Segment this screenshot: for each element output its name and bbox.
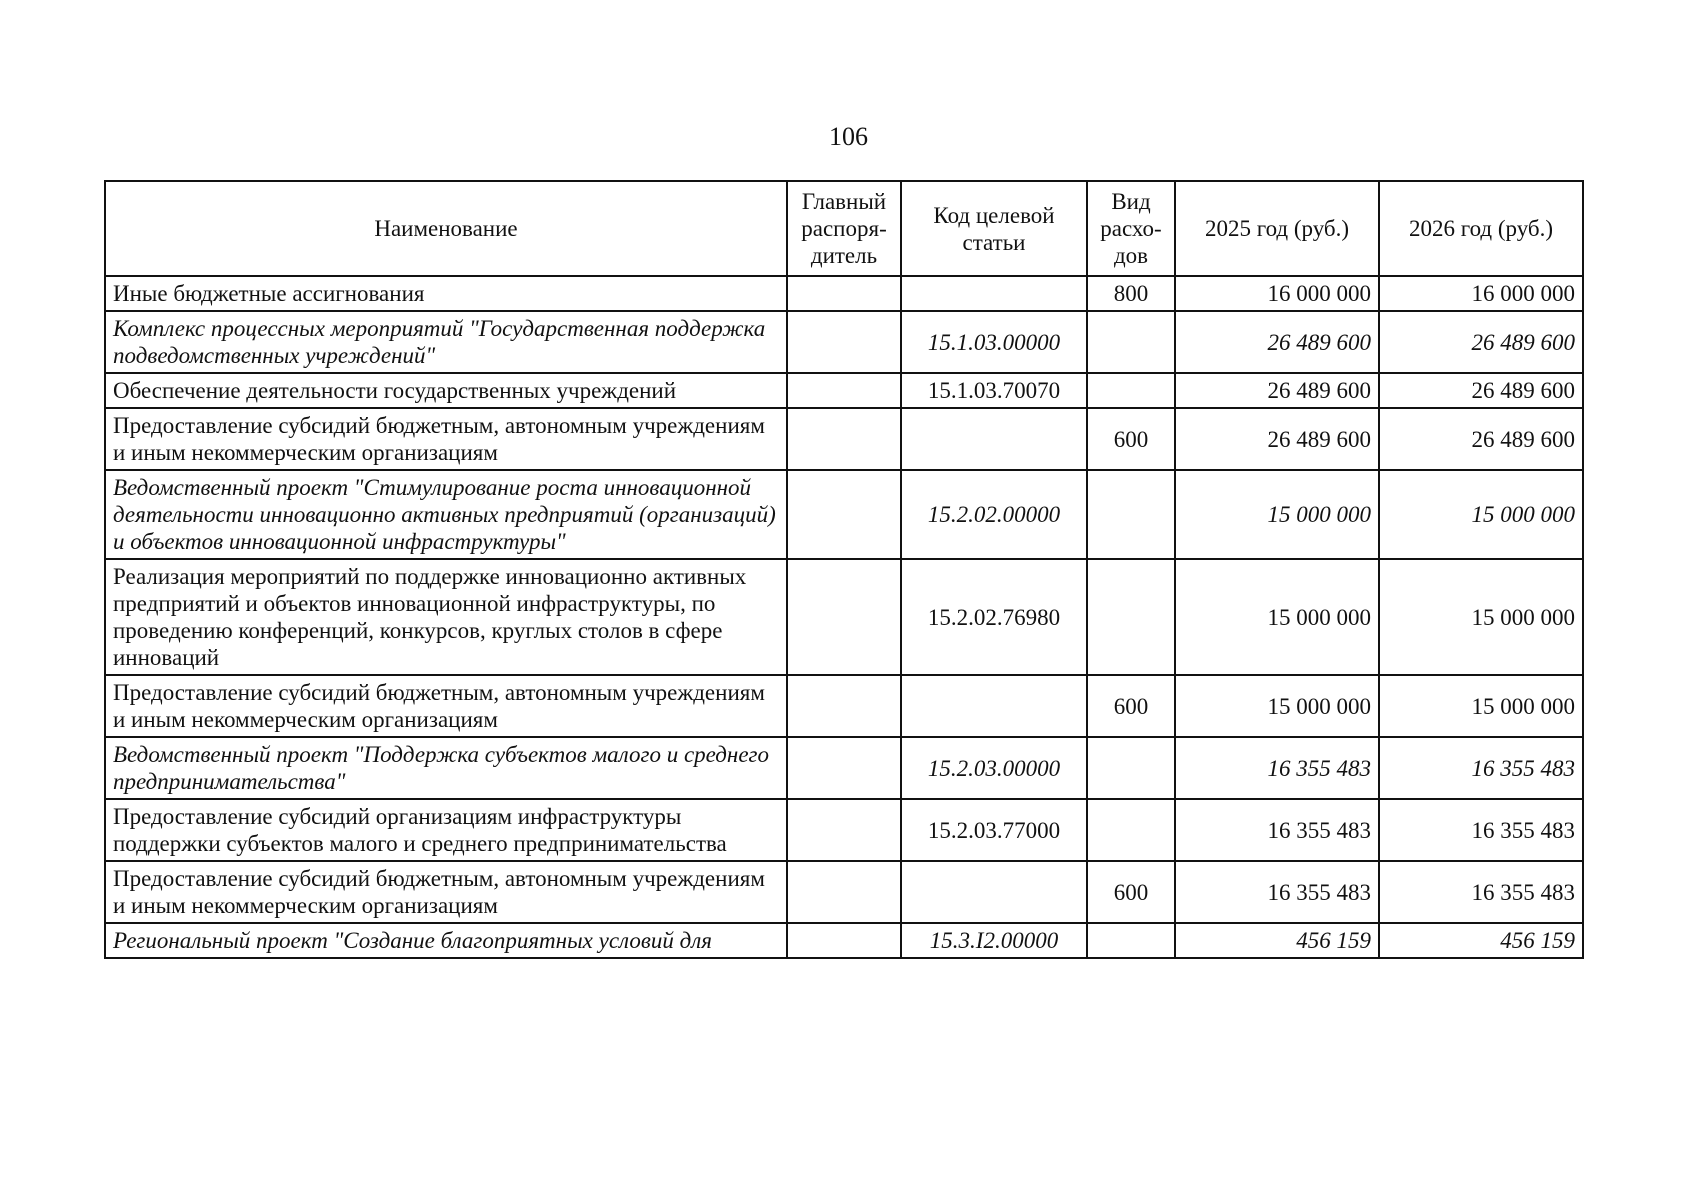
row-2026-cell: 456 159	[1379, 923, 1583, 958]
row-code-cell: 15.2.03.77000	[901, 799, 1087, 861]
table-row	[105, 923, 1583, 958]
row-code-cell: 15.3.I2.00000	[901, 923, 1087, 958]
table-row	[105, 799, 1583, 861]
row-manager-cell	[787, 675, 901, 737]
row-type-cell: 600	[1087, 861, 1175, 923]
row-2026-cell: 16 355 483	[1379, 737, 1583, 799]
row-2026-cell: 16 355 483	[1379, 861, 1583, 923]
row-type-cell	[1087, 373, 1175, 408]
table-row	[105, 276, 1583, 311]
row-manager-cell	[787, 799, 901, 861]
row-manager-cell	[787, 276, 901, 311]
budget-table	[104, 180, 1584, 959]
row-name-cell: Ведомственный проект "Стимулирование роста инновационной деятельности инновационно активных предприятий (организаций) и объектов инновационной инфраструктуры"	[105, 470, 787, 559]
row-2025-cell: 15 000 000	[1175, 675, 1379, 737]
row-2025-cell: 15 000 000	[1175, 470, 1379, 559]
row-type-cell: 600	[1087, 675, 1175, 737]
row-name-cell: Реализация мероприятий по поддержке инновационно активных предприятий и объектов инновационной инфраструктуры, по проведению конференций, конкурсов, круглых столов в сфере инноваций	[105, 559, 787, 675]
row-manager-cell	[787, 559, 901, 675]
row-type-cell: 800	[1087, 276, 1175, 311]
row-code-cell	[901, 408, 1087, 470]
header-type: Вид расхо-дов	[1087, 181, 1175, 276]
table-row	[105, 470, 1583, 559]
row-name-cell: Предоставление субсидий бюджетным, автономным учреждениям и иным некоммерческим организациям	[105, 861, 787, 923]
row-2025-cell: 26 489 600	[1175, 373, 1379, 408]
row-2026-cell: 16 000 000	[1379, 276, 1583, 311]
row-manager-cell	[787, 470, 901, 559]
row-name-cell: Региональный проект "Создание благоприятных условий для	[105, 923, 787, 958]
row-2026-cell: 16 355 483	[1379, 799, 1583, 861]
row-type-cell	[1087, 799, 1175, 861]
table-header-row	[105, 181, 1583, 276]
table-row	[105, 675, 1583, 737]
row-name-cell: Предоставление субсидий организациям инфраструктуры поддержки субъектов малого и среднего предпринимательства	[105, 799, 787, 861]
table-row	[105, 408, 1583, 470]
header-name: Наименование	[105, 181, 787, 276]
row-name-cell: Ведомственный проект "Поддержка субъектов малого и среднего предпринимательства"	[105, 737, 787, 799]
row-manager-cell	[787, 311, 901, 373]
row-2025-cell: 16 000 000	[1175, 276, 1379, 311]
row-type-cell	[1087, 559, 1175, 675]
row-name-cell: Иные бюджетные ассигнования	[105, 276, 787, 311]
table-row	[105, 373, 1583, 408]
row-code-cell	[901, 675, 1087, 737]
row-name-cell: Комплекс процессных мероприятий "Государственная поддержка подведомственных учреждений"	[105, 311, 787, 373]
header-2025: 2025 год (руб.)	[1175, 181, 1379, 276]
row-manager-cell	[787, 923, 901, 958]
row-2025-cell: 16 355 483	[1175, 799, 1379, 861]
row-2026-cell: 26 489 600	[1379, 373, 1583, 408]
row-2025-cell: 26 489 600	[1175, 408, 1379, 470]
row-manager-cell	[787, 408, 901, 470]
row-code-cell: 15.2.02.00000	[901, 470, 1087, 559]
row-2025-cell: 456 159	[1175, 923, 1379, 958]
row-type-cell: 600	[1087, 408, 1175, 470]
row-2025-cell: 26 489 600	[1175, 311, 1379, 373]
table-row	[105, 737, 1583, 799]
row-code-cell	[901, 861, 1087, 923]
row-manager-cell	[787, 737, 901, 799]
row-type-cell	[1087, 923, 1175, 958]
row-2025-cell: 15 000 000	[1175, 559, 1379, 675]
row-name-cell: Обеспечение деятельности государственных учреждений	[105, 373, 787, 408]
row-type-cell	[1087, 470, 1175, 559]
row-2026-cell: 26 489 600	[1379, 311, 1583, 373]
header-code: Код целевой статьи	[901, 181, 1087, 276]
row-2026-cell: 15 000 000	[1379, 470, 1583, 559]
row-2025-cell: 16 355 483	[1175, 861, 1379, 923]
row-type-cell	[1087, 311, 1175, 373]
row-name-cell: Предоставление субсидий бюджетным, автономным учреждениям и иным некоммерческим организациям	[105, 675, 787, 737]
row-manager-cell	[787, 373, 901, 408]
row-type-cell	[1087, 737, 1175, 799]
row-2026-cell: 15 000 000	[1379, 675, 1583, 737]
table-row	[105, 559, 1583, 675]
row-2026-cell: 26 489 600	[1379, 408, 1583, 470]
row-name-cell: Предоставление субсидий бюджетным, автономным учреждениям и иным некоммерческим организациям	[105, 408, 787, 470]
row-code-cell: 15.1.03.70070	[901, 373, 1087, 408]
row-code-cell	[901, 276, 1087, 311]
header-2026: 2026 год (руб.)	[1379, 181, 1583, 276]
header-manager: Главный распоря-дитель	[787, 181, 901, 276]
row-2025-cell: 16 355 483	[1175, 737, 1379, 799]
row-code-cell: 15.2.02.76980	[901, 559, 1087, 675]
row-code-cell: 15.2.03.00000	[901, 737, 1087, 799]
row-manager-cell	[787, 861, 901, 923]
table-row	[105, 311, 1583, 373]
page-number: 106	[829, 122, 868, 151]
row-code-cell: 15.1.03.00000	[901, 311, 1087, 373]
table-row	[105, 861, 1583, 923]
row-2026-cell: 15 000 000	[1379, 559, 1583, 675]
table-body	[105, 276, 1583, 958]
